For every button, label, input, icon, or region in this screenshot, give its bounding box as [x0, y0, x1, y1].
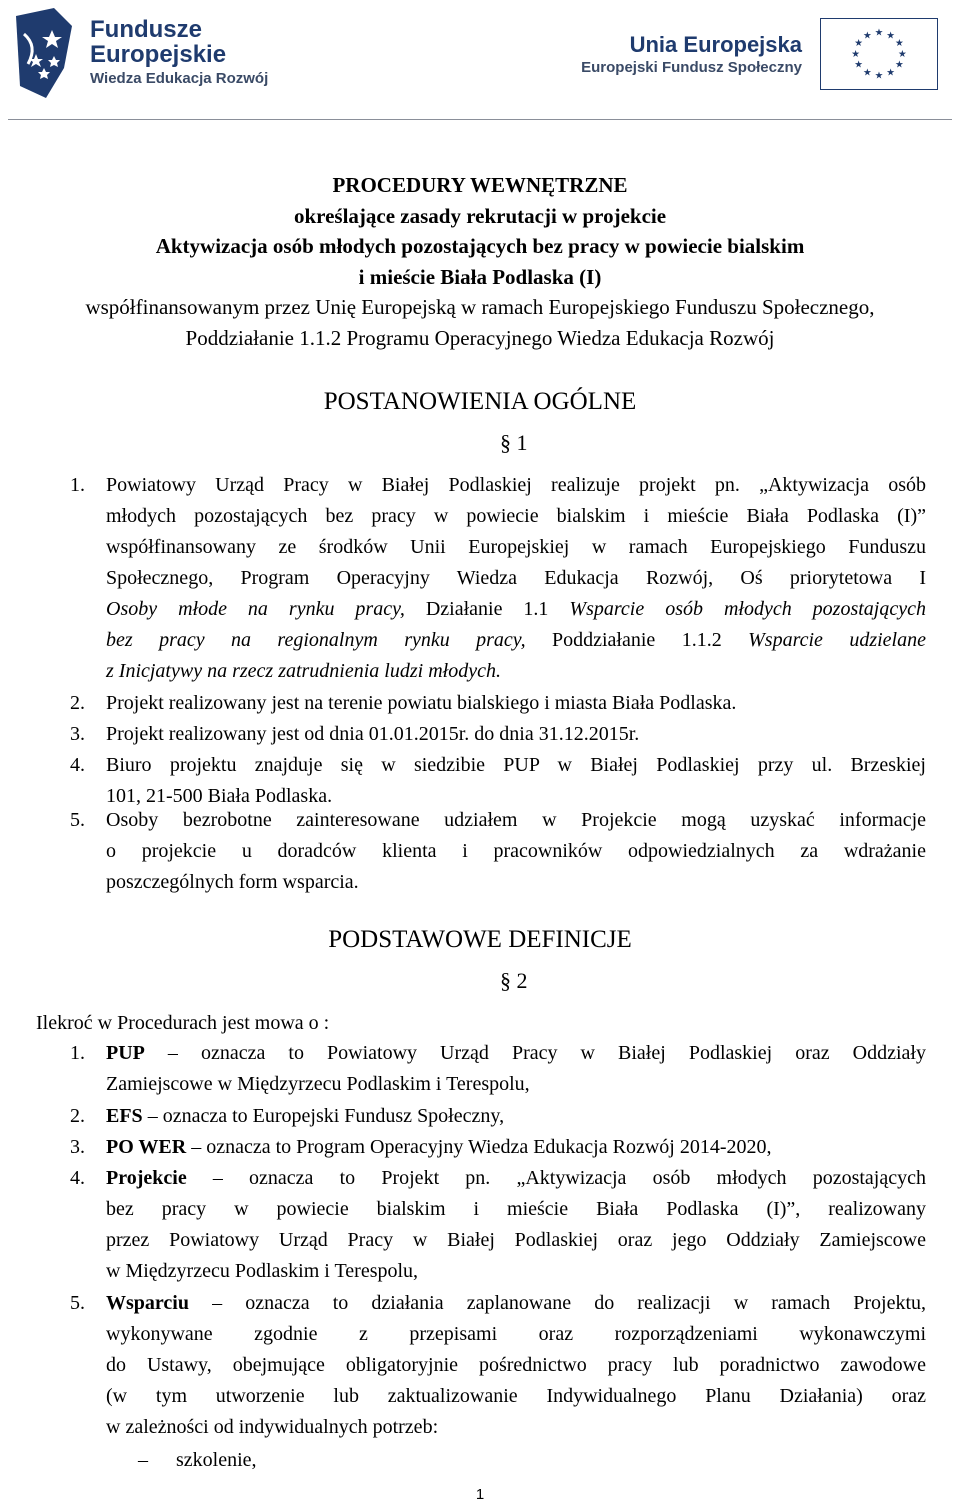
- list-item-number: 4.: [70, 1167, 85, 1189]
- text-line: młodych pozostających bez pracy w powiecie bialskim i mieście Biała Podlaska (I)”: [106, 505, 926, 527]
- list-item-number: 1.: [70, 1042, 85, 1064]
- svg-text:★: ★: [851, 48, 861, 60]
- list-item-body: [106, 470, 926, 687]
- text-fragment: – oznacza to działania zaplanowane do realizacji w ramach Projektu,: [188, 1292, 926, 1314]
- fundusze-europejskie-logo-icon: [14, 6, 74, 102]
- list-item-body: [106, 750, 926, 812]
- paragraph-sign-1: § 1: [500, 430, 528, 455]
- svg-text:★: ★: [874, 70, 884, 82]
- text-line: 101, 21-500 Biała Podlaska.: [106, 785, 333, 807]
- section-heading-general: POSTANOWIENIA OGÓLNE: [323, 388, 637, 415]
- definitions-intro: Ilekroć w Procedurach jest mowa o :: [36, 1012, 330, 1034]
- list-item-body: [106, 1163, 926, 1287]
- italic-text: z Inicjatywy na rzecz zatrudnienia ludzi młodych.: [106, 660, 501, 682]
- text-line: bez pracy w powiecie bialskim i mieście Biała Podlaska (I)”, realizowany: [106, 1198, 926, 1220]
- text-line: przez Powiatowy Urząd Pracy w Białej Podlaskiej oraz jego Oddziały Zamiejscowe: [106, 1229, 926, 1251]
- text-fragment: – oznacza to Projekt pn. „Aktywizacja osób młodych pozostających: [186, 1167, 926, 1189]
- list-item-body: [106, 1038, 926, 1100]
- title-line-1: PROCEDURY WEWNĘTRZNE: [332, 173, 628, 197]
- list-item-body: [106, 1132, 926, 1163]
- svg-text:★: ★: [895, 59, 904, 71]
- dash-item-text: szkolenie,: [176, 1449, 257, 1471]
- text-fragment: Działanie 1.1: [404, 598, 570, 620]
- text-line: [106, 1163, 926, 1194]
- text-line: Osoby bezrobotne zainteresowane udziałem w Projekcie mogą uzyskać informacje: [106, 809, 926, 831]
- text-line: Zamiejscowe w Międzyrzecu Podlaskim i Terespolu,: [106, 1073, 530, 1095]
- italic-text: bez pracy na regionalnym rynku pracy,: [106, 629, 526, 651]
- defined-term: PO WER: [106, 1136, 187, 1158]
- text-line: [106, 625, 926, 656]
- title-line-6: Poddziałanie 1.1.2 Programu Operacyjnego Wiedza Edukacja Rozwój: [185, 325, 775, 350]
- svg-text:★: ★: [862, 67, 872, 79]
- svg-text:★: ★: [886, 30, 896, 42]
- defined-term: EFS: [106, 1105, 143, 1127]
- svg-text:★: ★: [874, 27, 884, 39]
- svg-text:★: ★: [862, 30, 872, 42]
- text-line: Projekt realizowany jest od dnia 01.01.2015r. do dnia 31.12.2015r.: [106, 723, 640, 745]
- text-line: [106, 1288, 926, 1319]
- list-item-number: 5.: [70, 809, 85, 831]
- list-item-number: 2.: [70, 692, 85, 714]
- italic-text: Osoby młode na rynku pracy,: [106, 598, 405, 620]
- svg-text:★: ★: [897, 48, 907, 60]
- svg-text:★: ★: [886, 67, 896, 79]
- italic-text: Wsparcie udzielane: [748, 629, 926, 651]
- list-item-number: 3.: [70, 723, 85, 745]
- text-line: [106, 656, 926, 687]
- fe-logo-line3: Wiedza Edukacja Rozwój: [90, 70, 269, 87]
- document-title-block: [20, 170, 940, 354]
- text-line: [106, 1101, 926, 1132]
- text-fragment: – oznacza to Europejski Fundusz Społeczny,: [142, 1105, 505, 1127]
- title-line-4: i mieście Biała Podlaska (I): [358, 264, 602, 289]
- section-heading-definitions: PODSTAWOWE DEFINICJE: [328, 926, 632, 953]
- text-line: o projekcie u doradców klienta i pracowników odpowiedzialnych za wdrażanie: [106, 840, 926, 862]
- list-item-number: 5.: [70, 1292, 85, 1314]
- ue-logo-text: [581, 32, 802, 78]
- defined-term: Projekcie: [106, 1167, 187, 1189]
- ue-logo-line2: Europejski Fundusz Społeczny: [581, 59, 802, 76]
- text-line: Społecznego, Program Operacyjny Wiedza Edukacja Rozwój, Oś priorytetowa I: [106, 567, 926, 589]
- page-number: 1: [475, 1486, 485, 1503]
- title-line-5: współfinansowanym przez Unię Europejską w ramach Europejskiego Funduszu Społecznego,: [85, 295, 875, 320]
- text-line: w Międzyrzecu Podlaskim i Terespolu,: [106, 1260, 419, 1282]
- paragraph-sign-2: § 2: [500, 968, 528, 993]
- text-line: do Ustawy, obejmujące obligatoryjnie pośrednictwo pracy lub poradnictwo zawodowe: [106, 1354, 926, 1376]
- page-header: [0, 0, 960, 122]
- ue-logo-line1: Unia Europejska: [629, 32, 802, 57]
- fe-logo-line2: Europejskie: [90, 41, 227, 68]
- list-item-body: [106, 1101, 926, 1132]
- list-item-body: [106, 1288, 926, 1443]
- text-fragment: Poddziałanie 1.1.2: [525, 629, 749, 651]
- list-item-body: [106, 805, 926, 898]
- text-line: wykonywane zgodnie z przepisami oraz rozporządzeniami wykonawczymi: [106, 1323, 926, 1345]
- svg-text:★: ★: [854, 38, 863, 50]
- list-item-number: 1.: [70, 474, 85, 496]
- list-item-number: 2.: [70, 1105, 85, 1127]
- list-item-body: [106, 719, 926, 750]
- svg-text:★: ★: [895, 38, 904, 50]
- text-line: [106, 1132, 926, 1163]
- text-line: (w tym utworzenie lub zaktualizowanie Indywidualnego Planu Działania) oraz: [106, 1385, 926, 1407]
- defined-term: Wsparciu: [106, 1292, 189, 1314]
- text-line: Powiatowy Urząd Pracy w Białej Podlaskiej realizuje projekt pn. „Aktywizacja osób: [106, 474, 926, 496]
- dash-bullet: –: [138, 1449, 148, 1471]
- list-item-number: 4.: [70, 754, 85, 776]
- title-line-3: Aktywizacja osób młodych pozostających bez pracy w powiecie bialskim: [155, 234, 805, 259]
- fe-logo-line1: Fundusze: [90, 16, 202, 43]
- fe-logo-text: [90, 18, 268, 90]
- text-fragment: – oznacza to Powiatowy Urząd Pracy w Białej Podlaskiej oraz Oddziały: [144, 1042, 926, 1064]
- header-divider: [8, 119, 952, 120]
- svg-text:★: ★: [854, 59, 863, 71]
- text-line: [106, 1038, 926, 1069]
- defined-term: PUP: [106, 1042, 145, 1064]
- text-line: w zależności od indywidualnych potrzeb:: [106, 1416, 439, 1438]
- text-line: Projekt realizowany jest na terenie powiatu bialskiego i miasta Biała Podlaska.: [106, 692, 737, 714]
- text-line: współfinansowany ze środków Unii Europejskiej w ramach Europejskiego Funduszu: [106, 536, 926, 558]
- text-line: [106, 594, 926, 625]
- text-fragment: – oznacza to Program Operacyjny Wiedza Edukacja Rozwój 2014-2020,: [186, 1136, 772, 1158]
- text-line: poszczególnych form wsparcia.: [106, 871, 359, 893]
- italic-text: Wsparcie osób młodych pozostających: [569, 598, 926, 620]
- list-item-number: 3.: [70, 1136, 85, 1158]
- eu-flag-icon: [820, 18, 938, 90]
- text-line: Biuro projektu znajduje się w siedzibie PUP w Białej Podlaskiej przy ul. Brzeskiej: [106, 754, 926, 776]
- list-item-body: [106, 688, 926, 719]
- title-line-2: określające zasady rekrutacji w projekcie: [293, 203, 667, 228]
